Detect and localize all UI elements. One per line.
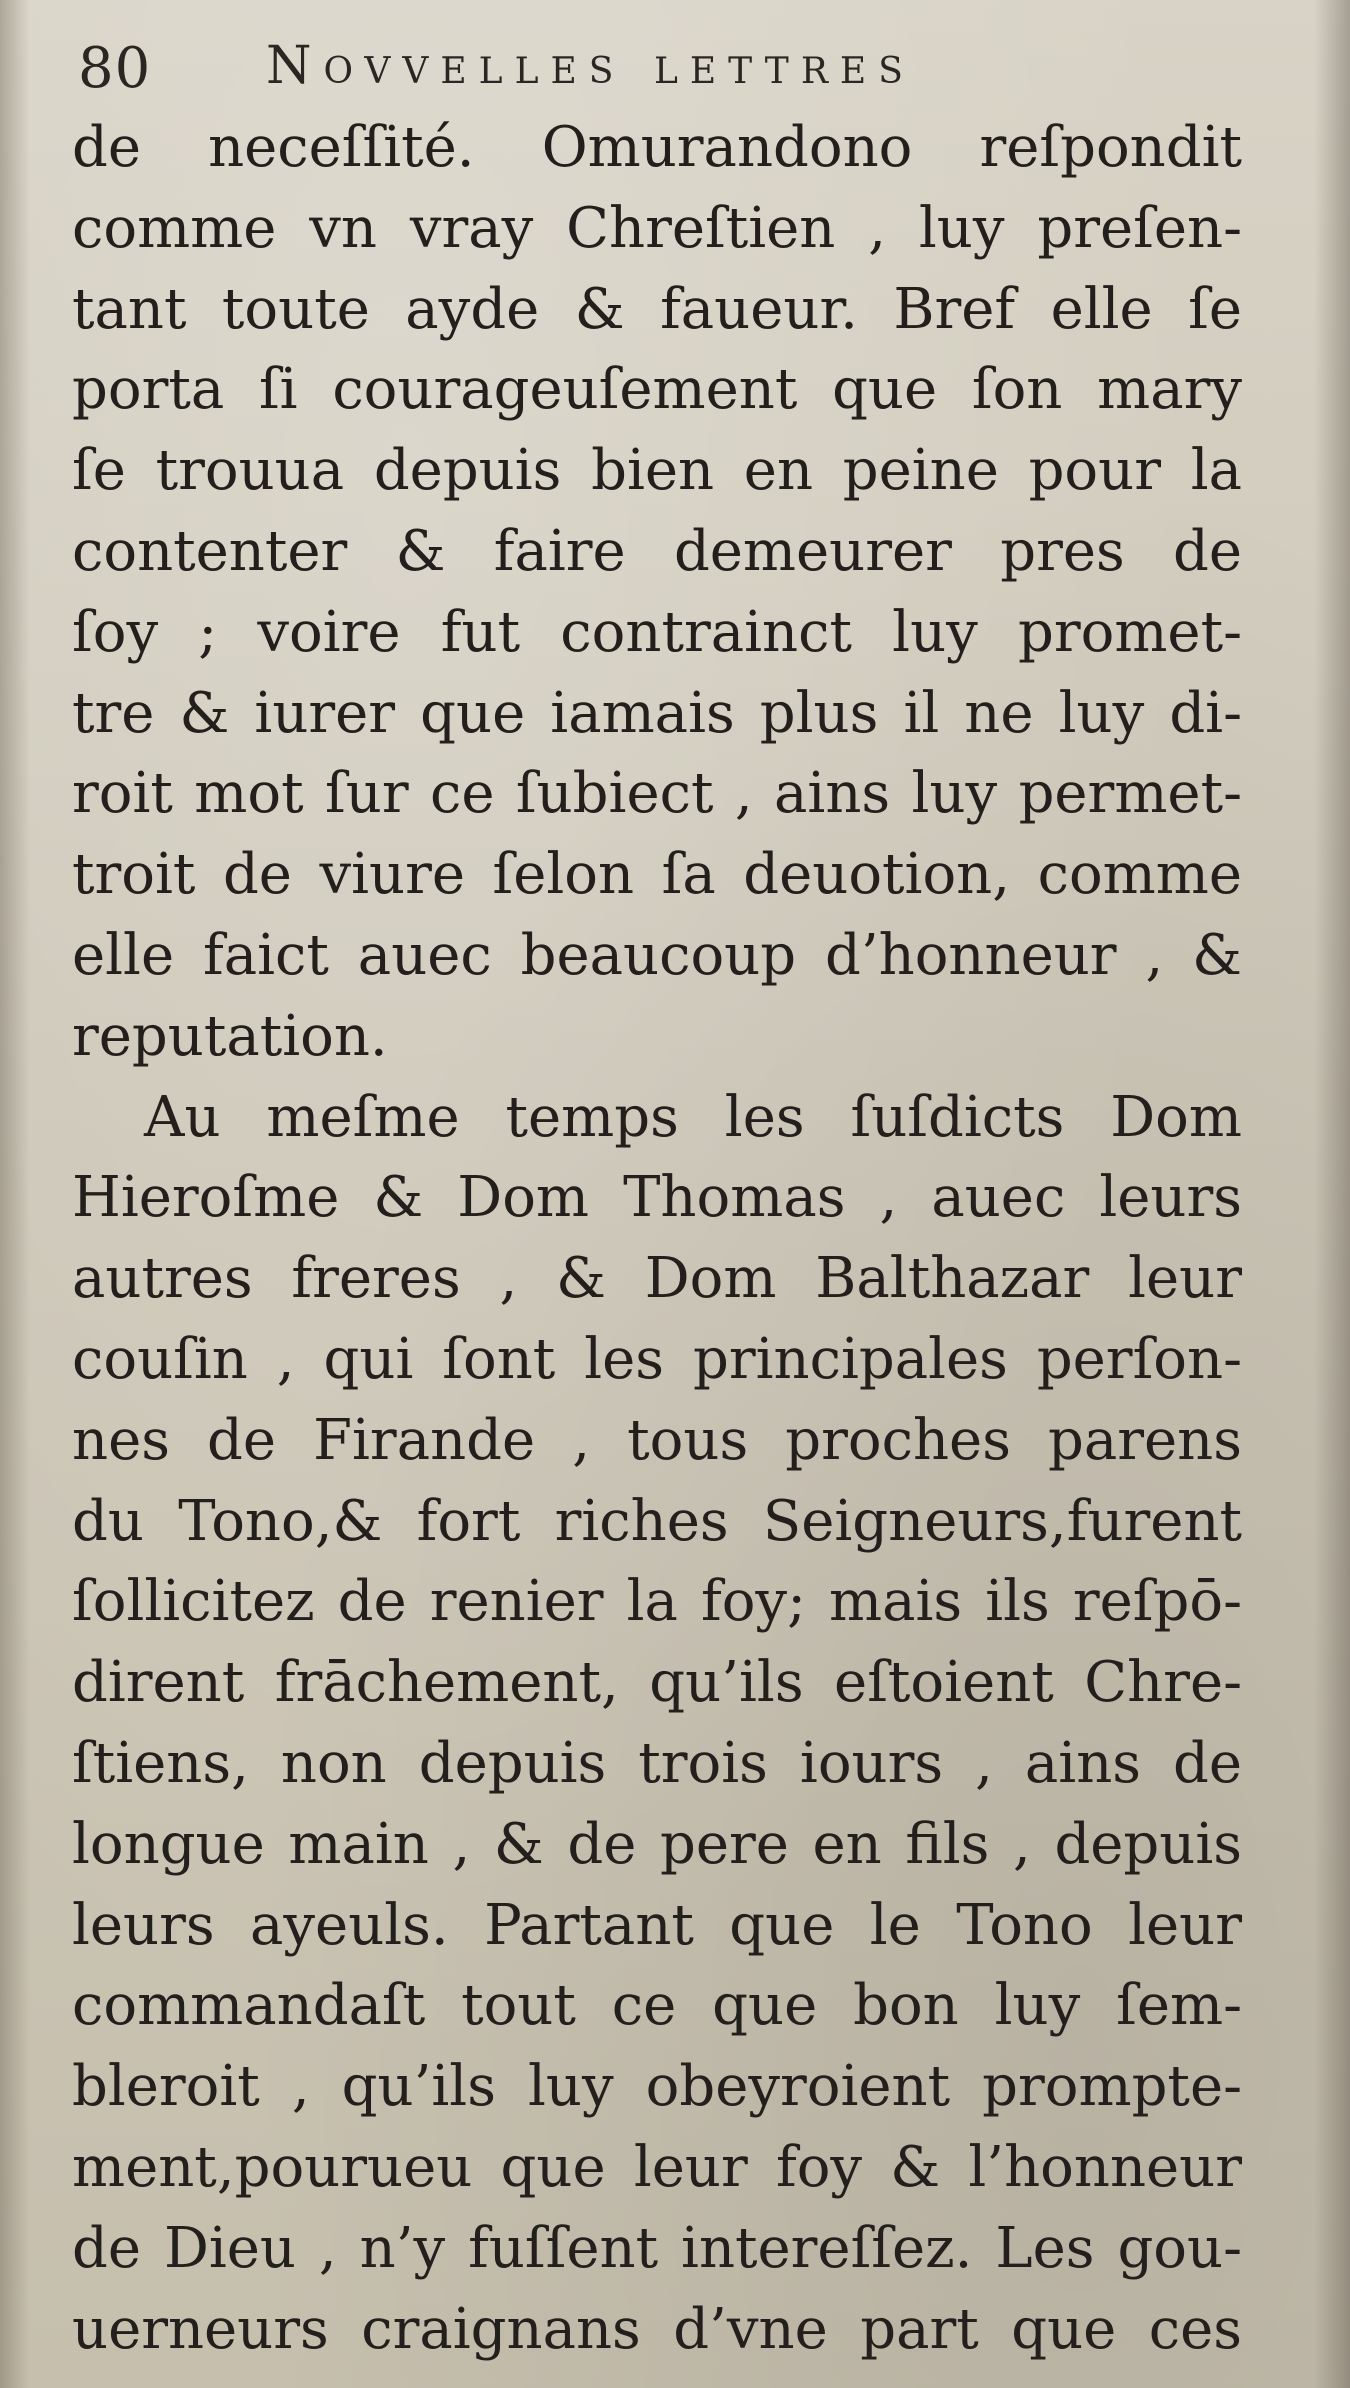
text-line: reputation. xyxy=(72,1003,388,1069)
text-line: bleroit , qu’ils luy obeyroient prompte- xyxy=(72,2054,1242,2120)
paragraph-1 xyxy=(72,108,1242,1078)
text-line: elle faict auec beaucoup d’honneur , & xyxy=(72,922,1242,988)
paragraph-2 xyxy=(72,1078,1242,2371)
text-line: ſtiens, non depuis trois iours , ains de xyxy=(72,1730,1242,1796)
text-line: longue main , & de pere en fils , depuis xyxy=(72,1811,1242,1877)
text-line: troit de viure ſelon ſa deuotion, comme xyxy=(72,842,1242,908)
text-line: autres freres , & Dom Balthazar leur xyxy=(72,1246,1242,1312)
text-line: couſin , qui ſont les principales perſon- xyxy=(72,1326,1242,1392)
text-line: ſoy ; voire fut contrainct luy promet- xyxy=(72,599,1242,665)
page-number: 80 xyxy=(78,36,152,101)
body-text xyxy=(72,108,1242,2370)
text-line: comme vn vray Chreſtien , luy preſen- xyxy=(72,195,1242,261)
text-line: Au meſme temps les ſuſdicts Dom xyxy=(144,1084,1242,1150)
text-line: contenter & faire demeurer pres de xyxy=(72,518,1242,584)
text-line: Hieroſme & Dom Thomas , auec leurs xyxy=(72,1165,1242,1231)
text-line: de Dieu , n’y fuſſent intereſſez. Les gou- xyxy=(72,2215,1242,2281)
text-line: porta ſi courageuſement que ſon mary xyxy=(72,357,1242,423)
text-line: leurs ayeuls. Partant que le Tono leur xyxy=(72,1892,1242,1958)
text-line: roit mot ſur ce ſubiect , ains luy permet- xyxy=(72,761,1242,827)
text-line: tre & iurer que iamais plus il ne luy di- xyxy=(72,680,1242,746)
text-line: du Tono,& fort riches Seigneurs,furent xyxy=(72,1488,1242,1554)
page-header xyxy=(78,22,1268,101)
text-line: ſollicitez de renier la foy; mais ils reſpō- xyxy=(72,1569,1242,1635)
text-line: ſe trouua depuis bien en peine pour la xyxy=(72,438,1242,504)
text-line: commandaſt tout ce que bon luy ſem- xyxy=(72,1973,1242,2039)
text-line: de neceſſité. Omurandono reſpondit xyxy=(72,115,1242,180)
text-line: uerneurs craignans d’vne part que ces xyxy=(72,2296,1242,2362)
text-line: tant toute ayde & faueur. Bref elle ſe xyxy=(72,276,1242,342)
running-title: Novvelles lettres xyxy=(266,36,915,96)
text-line: dirent frāchement, qu’ils eſtoient Chre- xyxy=(72,1650,1242,1716)
text-line: nes de Firande , tous proches parens xyxy=(72,1407,1242,1473)
text-line: ment,pourueu que leur foy & l’honneur xyxy=(72,2134,1242,2200)
